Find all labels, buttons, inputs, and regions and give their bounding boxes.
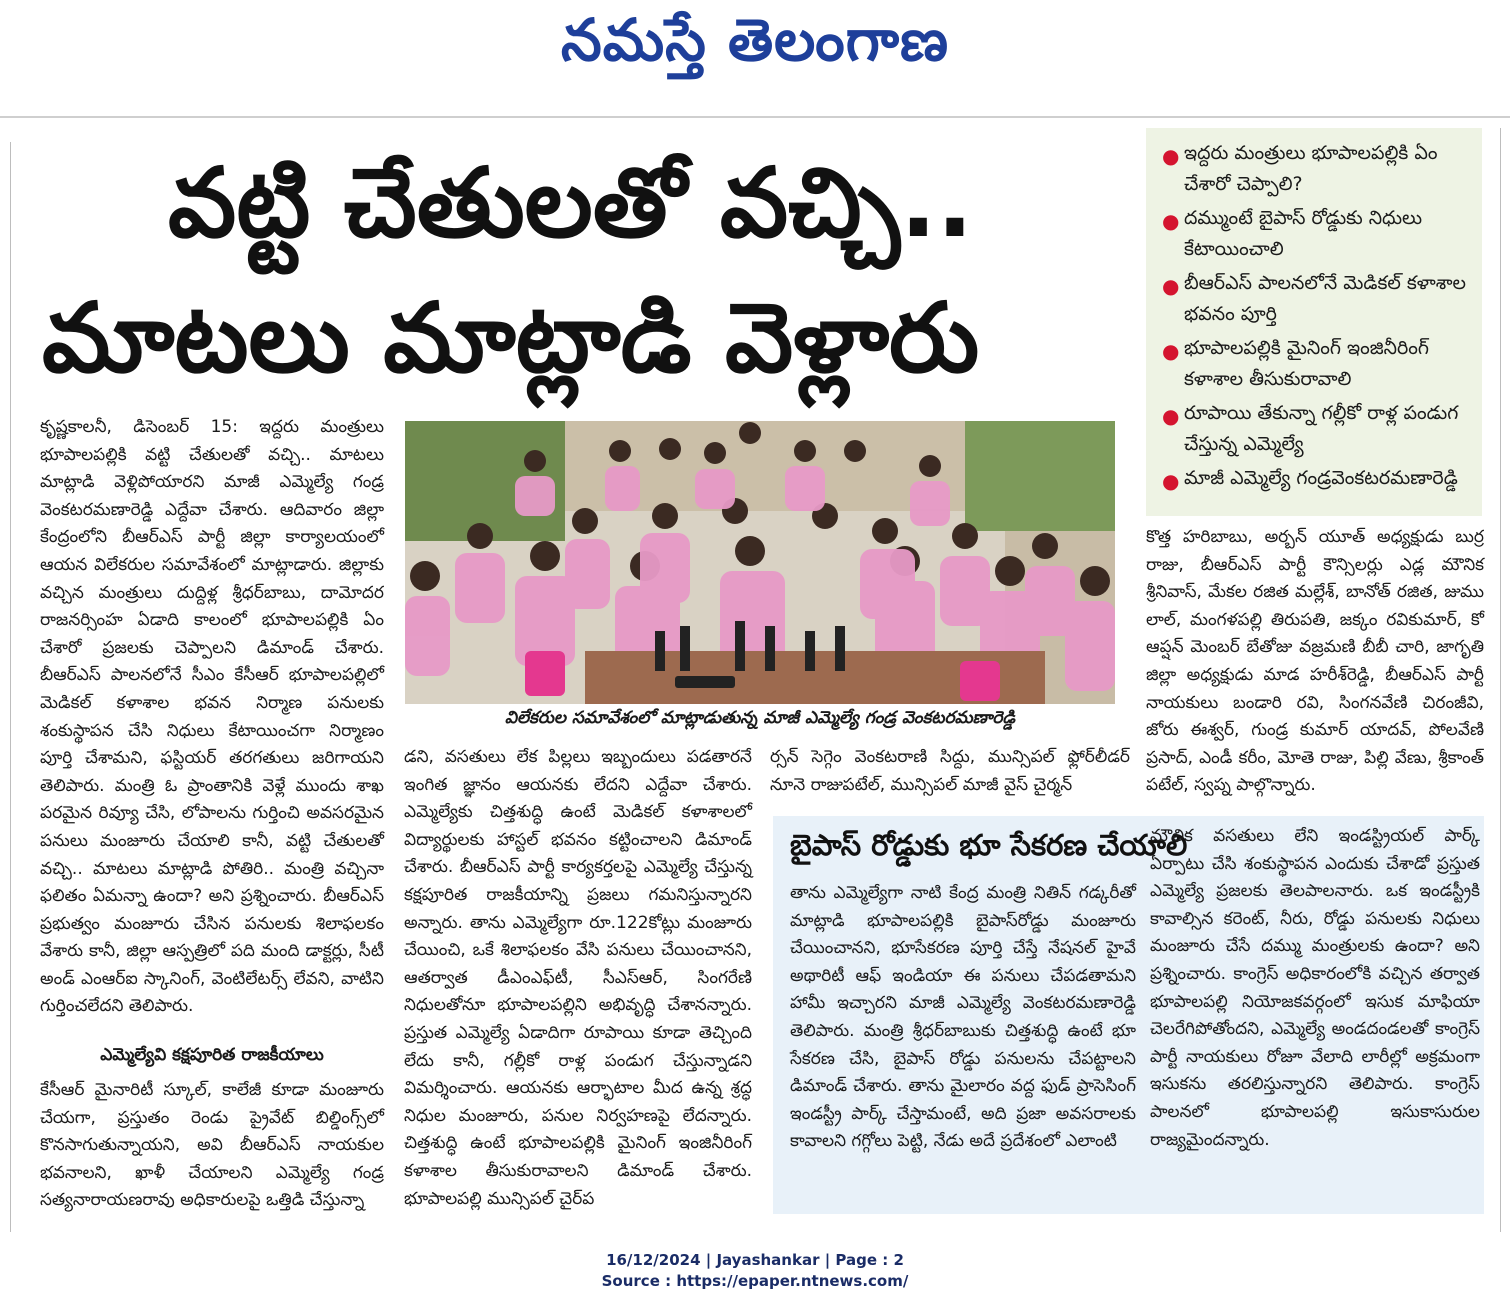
- highlight-item: ● బీఆర్ఎస్ పాలనలోనే మెడికల్ కళాశాల భవనం పూర్తి: [1162, 272, 1466, 325]
- article-subheading: ఎమ్మెల్యేవి కక్షపూరిత రాజకీయాలు: [100, 1045, 324, 1065]
- box-heading: బైపాస్ రోడ్డుకు భూ సేకరణ చేయాలి: [790, 828, 1188, 862]
- highlights-box: [1146, 128, 1482, 516]
- photo-caption: విలేకరుల సమావేశంలో మాట్లాడుతున్న మాజీ ఎమ్మెల్యే గండ్ర వెంకటరమణారెడ్డి: [504, 708, 1016, 728]
- masthead: [0, 0, 1510, 104]
- bullet-icon: ●: [1162, 404, 1180, 428]
- article-column-4: కొత్త హరిబాబు, అర్బన్ యూత్ అధ్యక్షుడు బుర్ర రాజు, బీఆర్ఎస్ పార్టీ కౌన్సిలర్లు ఎడ్ల మౌనిక శ్రీనివాస్, మేకల రజిత మల్లేశ్, బానోత్ రజిత, జుము లాల్, మంగళపల్లి తిరుపతి, జక్కం రవికుమార్, కో ఆప్షన్ మెంబర్ బేతోజు వజ్రమణి బీబీ చారి, జాగృతి జిల్లా అధ్యక్షుడు మాడ హరీశ్‌రెడ్డి, బీఆర్ఎస్ పార్టీ నాయకులు బండారి రవి, సింగనవేణి చిరంజీవి, జోరు ఈశ్వర్, గుండ్ర కుమార్ యాదవ్, పోలవేణి ప్రసాద్, ఎండీ కరీం, మోతె రాజు, పిల్లి వేణు, శ్రీకాంత్ పటేల్, స్వప్న పాల్గొన్నారు.: [1146, 527, 1484, 796]
- highlight-item: ● భూపాలపల్లికి మైనింగ్ ఇంజినీరింగ్ కళాశాల తీసుకురావాలి: [1162, 337, 1429, 390]
- article-column-1-continued: కేసీఆర్ మైనారిటీ స్కూల్, కాలేజీ కూడా మంజూరు చేయగా, ప్రస్తుతం రెండు ప్రైవేట్ బిల్డింగ్స్‌లో కొనసాగుతున్నాయని, అవి బీఆర్ఎస్ నాయకుల భవనాలని, ఖాళీ చేయాలని ఎమ్మెల్యే గండ్ర సత్యనారాయణరావు అధికారులపై ఒత్తిడి చేస్తున్నా: [40, 1080, 384, 1211]
- highlights-list: [1146, 128, 1482, 494]
- article-column-3: ర్సన్ సెగ్గెం వెంకటరాణి సిద్దు, మున్సిపల్ ఫ్లోర్‌లీడర్ నూనె రాజుపటేల్, మున్సిపల్ మాజీ వైస్ చైర్మన్: [770, 747, 1130, 795]
- highlight-item: ● ఇద్దరు మంత్రులు భూపాలపల్లికి ఏం చేశారో చెప్పాలి?: [1162, 142, 1438, 195]
- highlight-item: ● దమ్ముంటే బైపాస్ రోడ్డుకు నిధులు కేటాయించాలి: [1162, 207, 1423, 260]
- box-text-left: తాను ఎమ్మెల్యేగా నాటి కేంద్ర మంత్రి నితిన్ గడ్కరీతో మాట్లాడి భూపాలపల్లికి బైపాస్‌రోడ్డు మంజూరు చేయించానని, భూసేకరణ పూర్తి చేస్తే నేషనల్ హైవే అథారిటీ ఆఫ్ ఇండియా ఈ పనులు చేపడతామని హామీ ఇచ్చారని మాజీ ఎమ్మెల్యే వెంకటరమణారెడ్డి తెలిపారు. మంత్రి శ్రీధర్‌బాబుకు చిత్తశుద్ధి ఉంటే భూ సేకరణ చేసి, బైపాస్ రోడ్డు పనులను చేపట్టాలని డిమాండ్ చేశారు. తాను మైలారం వద్ద ఫుడ్ ప్రాసెసింగ్ ఇండస్ట్రీ పార్క్ చేస్తామంటే, అది ప్రజా అవసరాలకు కావాలని గగ్గోలు పెట్టి, నేడు అదే ప్రదేశంలో ఎలాంటి: [790, 883, 1136, 1152]
- masthead-divider: [0, 116, 1510, 118]
- page-footer: [0, 1250, 1510, 1292]
- bullet-icon: ●: [1162, 144, 1180, 168]
- press-meet-photo: [405, 421, 1115, 704]
- headline-line-2: మాటలు మాట్లాడి వెళ్లారు: [42, 282, 980, 394]
- footer-source: Source : https://epaper.ntnews.com/: [601, 1272, 909, 1290]
- photo-illustration: [405, 421, 1115, 704]
- bullet-icon: ●: [1162, 209, 1180, 233]
- highlight-item: ● మాజీ ఎమ్మెల్యే గండ్రవెంకటరమణారెడ్డి: [1160, 463, 1474, 494]
- article-column-2: డని, వసతులు లేక పిల్లలు ఇబ్బందులు పడతారనే ఇంగిత జ్ఞానం ఆయనకు లేదని ఎద్దేవా చేశారు. ఎమ్మెల్యేకు చిత్తశుద్ధి ఉంటే మెడికల్ కళాశాలలో విద్యార్థులకు హాస్టల్ భవనం కట్టించాలని డిమాండ్ చేశారు. బీఆర్ఎస్ పార్టీ కార్యకర్తలపై ఎమ్మెల్యే చేస్తున్న కక్షపూరిత రాజకీయాన్ని ప్రజలు గమనిస్తున్నారని అన్నారు. తాను ఎమ్మెల్యేగా రూ.122కోట్లు మంజూరు చేయించి, ఒకే శిలాఫలకం వేసి పనులు చేయించానని, ఆతర్వాత డీఎంఎఫ్‌టీ, సీఎస్ఆర్, సింగరేణి నిధులతోనూ భూపాలపల్లిని అభివృద్ధి చేశానన్నారు. ప్రస్తుత ఎమ్మెల్యే ఏడాదిగా రూపాయి కూడా తెచ్చింది లేదు కానీ, గల్లీకో రాళ్ల పండుగ చేస్తున్నాడని విమర్శించారు. ఆయనకు ఆర్భాటాల మీద ఉన్న శ్రద్ధ నిధుల మంజూరు, పనుల నిర్వహణపై లేదన్నారు. చిత్తశుద్ధి ఉంటే భూపాలపల్లికి మైనింగ్ ఇంజినీరింగ్ కళాశాల తీసుకురావాలని డిమాండ్ చేశారు. భూపాలపల్లి మున్సిపల్ చైర్‌ప: [404, 747, 752, 1209]
- newspaper-logo: నమస్తే తెలంగాణ: [561, 6, 949, 74]
- left-column-rule: [10, 142, 11, 1232]
- bullet-icon: ●: [1162, 339, 1180, 363]
- bullet-icon: ●: [1162, 469, 1180, 493]
- headline-line-1: వట్టి చేతులతో వచ్చి..: [168, 147, 974, 259]
- bullet-icon: ●: [1162, 274, 1180, 298]
- right-column-rule: [1500, 128, 1501, 1232]
- footer-date-edition: 16/12/2024 | Jayashankar | Page : 2: [606, 1251, 904, 1269]
- article-column-1: కృష్ణకాలనీ, డిసెంబర్ 15: ఇద్దరు మంత్రులు భూపాలపల్లికి వట్టి చేతులతో వచ్చి.. మాటలు మాట్లాడి వెళ్లిపోయారని మాజీ ఎమ్మెల్యే గండ్ర వెంకటరమణారెడ్డి ఎద్దేవా చేశారు. ఆదివారం జిల్లా కేంద్రంలోని బీఆర్ఎస్ పార్టీ జిల్లా కార్యాలయంలో ఆయన విలేకరుల సమావేశంలో మాట్లాడారు. జిల్లాకు వచ్చిన మంత్రులు దుద్దిళ్ల శ్రీధర్‌బాబు, దామోదర రాజనర్సింహ ఏడాది కాలంలో భూపాలపల్లికి ఏం చేశారో ప్రజలకు చెప్పాలని డిమాండ్ చేశారు. బీఆర్ఎస్ పాలనలోనే సీఎం కేసీఆర్ భూపాలపల్లిలో మెడికల్ కళాశాల భవన నిర్మాణ పనులకు శంకుస్థాపన చేసి నిధులు కేటాయించగా నిర్మాణం పూర్తి చేశామని, ఫస్టియర్ తరగతులు జరిగాయని తెలిపారు. మంత్రి ఓ ప్రాంతానికి వెళ్లే ముందు శాఖ పరమైన రివ్యూ చేసి, లోపాలను గుర్తించి అవసరమైన పనులు మంజూరు చేయాలి కానీ, వట్టి చేతులతో వచ్చి.. మాటలు మాట్లాడి పోతిరి.. మంత్రి వచ్చినా ఫలితం ఏమన్నా ఉందా? అని ప్రశ్నించారు. బీఆర్ఎస్ ప్రభుత్వం మంజూరు చేసిన పనులకు శిలాఫలకం వేశారు కానీ, జిల్లా ఆస్పత్రిలో పది మంది డాక్టర్లు, సీటీ అండ్ ఎంఆర్ఐ స్కానింగ్, వెంటిలేటర్స్ లేవని, వాటిని గుర్తించలేదని తెలిపారు.: [40, 417, 384, 1017]
- highlight-item: ● రూపాయి తేకున్నా గల్లీకో రాళ్ల పండుగ చేస్తున్న ఎమ్మెల్యే: [1162, 402, 1459, 455]
- box-text-right: మౌలిక వసతులు లేని ఇండస్ట్రియల్ పార్క్ ఏర్పాటు చేసి శంకుస్థాపన ఎందుకు చేశాడో ప్రస్తుత ఎమ్మెల్యే ప్రజలకు తెలపాలనారు. ఒక ఇండస్ట్రీకి కావాల్సిన కరెంట్, నీరు, రోడ్డు పనులకు నిధులు మంజూరు చేసే దమ్ము మంత్రులకు ఉందా? అని ప్రశ్నించారు. కాంగ్రెస్ అధికారంలోకి వచ్చిన తర్వాత భూపాలపల్లి నియోజకవర్గంలో ఇసుక మాఫియా చెలరేగిపోతోందని, ఎమ్మెల్యే అండదండలతో కాంగ్రెస్ పార్టీ నాయకులు రోజూ వేలాది లారీల్లో అక్రమంగా ఇసుకను తరలిస్తున్నారని తెలిపారు. కాంగ్రెస్ పాలనలో భూపాలపల్లి ఇసుకాసురుల రాజ్యమైందన్నారు.: [1150, 826, 1480, 1150]
